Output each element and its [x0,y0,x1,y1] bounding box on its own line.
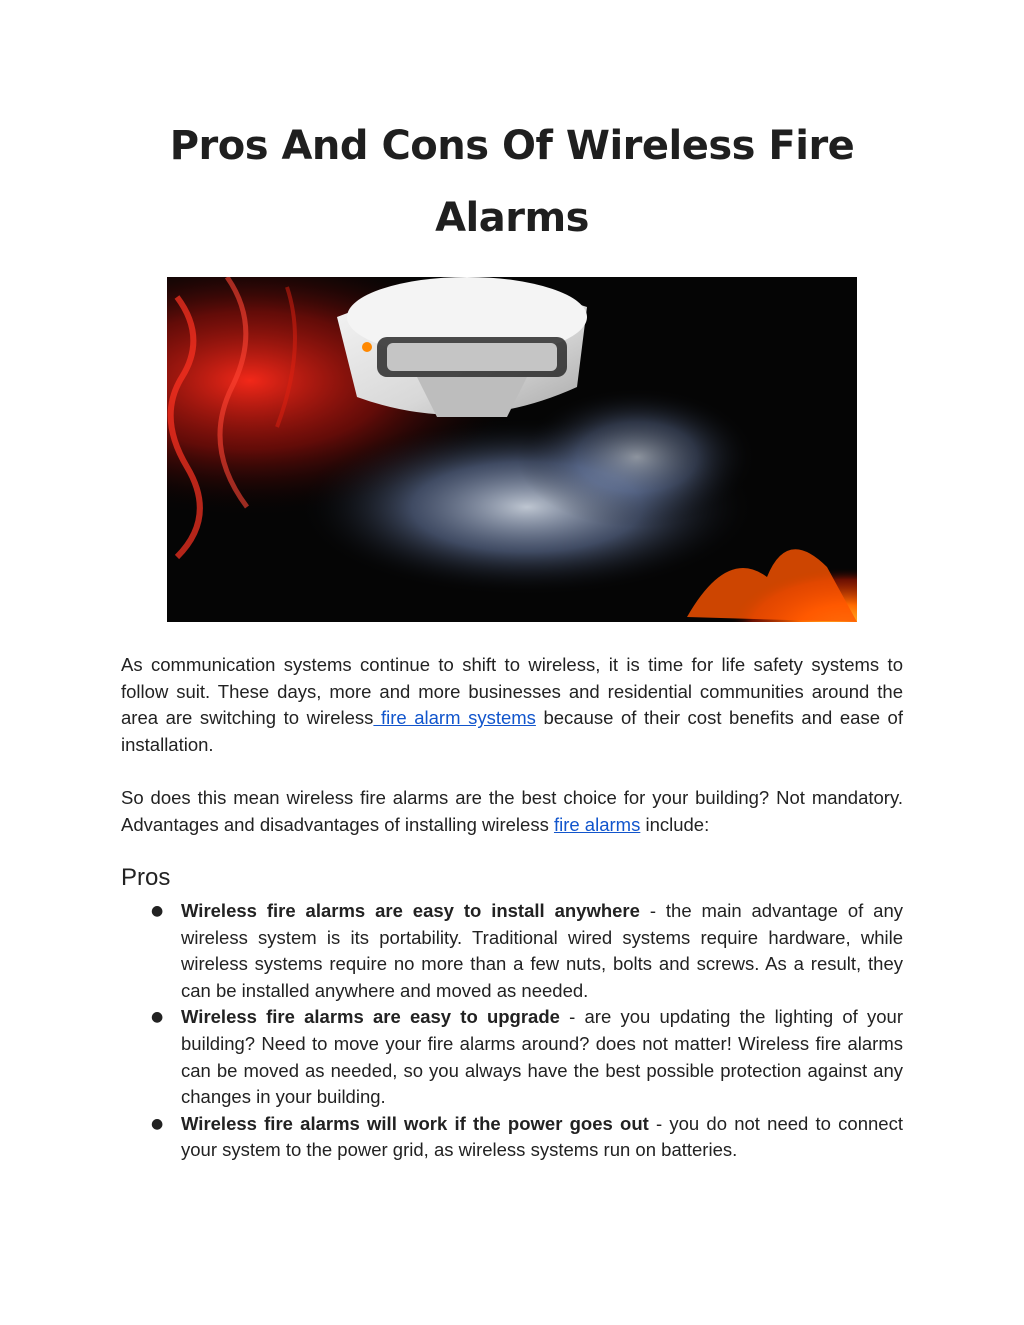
intro-paragraph [121,652,903,758]
question-text: So does this mean wireless fire alarms are the best choice for your building? Not mandatory. Advantages and disadvantages of installing wireless [121,787,903,835]
list-item-text: - the main advantage of any wireless system is its portability. Traditional wired systems require hardware, while wireless systems require no more than a few nuts, bolts and screws. As a result, they can be installed anywhere and moved as needed. [181,900,903,1001]
intro-text: As communication systems continue to shift to wireless, it is time for life safety systems to follow suit. These days, more and more businesses and residential communities around the area are switching to wireless [121,654,903,729]
fire-alarms-link[interactable]: fire alarms [553,813,641,835]
hero-image [167,277,857,622]
bullet-icon: ● [151,1115,164,1132]
list-item [121,1004,903,1110]
list-item [121,1111,903,1164]
fire-alarm-systems-link[interactable]: fire alarm systems [373,707,536,729]
pros-list [121,898,903,1164]
question-paragraph [121,785,903,838]
list-item [121,898,903,1004]
page-title: Pros And Cons Of Wireless Fire Alarms [169,123,855,241]
intro-text-end: because of their cost benefits and ease of installation. [121,707,903,755]
list-item-text: - you do not need to connect your system to the power grid, as wireless systems run on batteries. [181,1112,903,1161]
list-item-text: - are you updating the lighting of your building? Need to move your fire alarms around? does not matter! Wireless fire alarms can be moved as needed, so you always have the best possible protection against any changes in your building. [181,1006,904,1108]
list-item-title: Wireless fire alarms are easy to install anywhere [181,900,640,921]
pros-heading: Pros [121,864,171,891]
smoke-detector-icon [167,277,857,622]
question-text-end: include: [640,813,710,835]
bullet-icon: ● [151,1009,164,1026]
list-item-title: Wireless fire alarms will work if the power goes out [181,1112,649,1134]
list-item-title: Wireless fire alarms are easy to upgrade [181,1006,560,1028]
bullet-icon: ● [151,903,164,919]
